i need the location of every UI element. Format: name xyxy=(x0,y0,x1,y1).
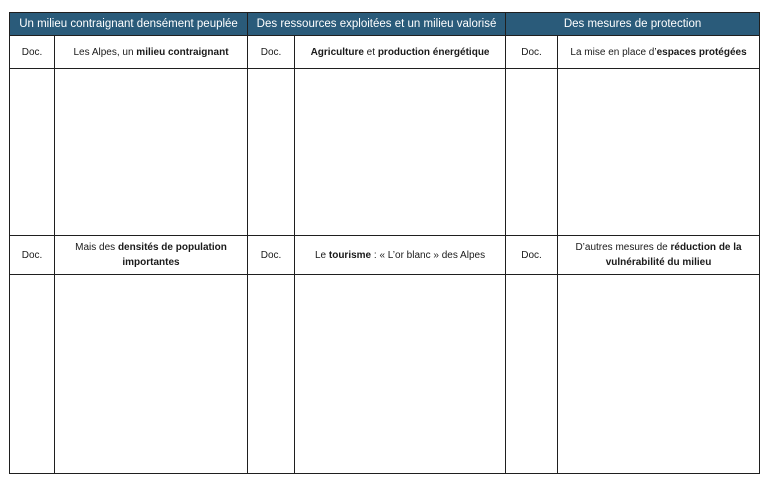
doc-cell: Doc. xyxy=(248,236,295,275)
doc-cell: Doc. xyxy=(10,36,55,69)
worksheet-table xyxy=(9,12,760,474)
title-text: D’autres mesures de xyxy=(575,242,671,253)
title-bold: milieu contraignant xyxy=(136,46,229,58)
title-text: Les Alpes, un xyxy=(73,46,137,58)
doc-answer-cell[interactable] xyxy=(10,69,55,236)
title-bold: production énergétique xyxy=(377,46,490,58)
answer-cell[interactable] xyxy=(558,275,760,474)
title-tourisme xyxy=(295,236,506,275)
header-protection: Des mesures de protection xyxy=(506,13,760,36)
title-bold: espaces protégées xyxy=(656,46,747,58)
answer-cell[interactable] xyxy=(558,69,760,236)
doc-answer-cell[interactable] xyxy=(506,275,558,474)
title-bold: densités de population importantes xyxy=(117,242,227,268)
title-row-2 xyxy=(10,236,760,275)
doc-answer-cell[interactable] xyxy=(248,275,295,474)
doc-answer-cell[interactable] xyxy=(10,275,55,474)
doc-cell: Doc. xyxy=(248,36,295,69)
title-text: Mais des xyxy=(75,242,118,253)
answer-cell[interactable] xyxy=(55,69,248,236)
title-alpes-milieu xyxy=(55,36,248,69)
title-densites xyxy=(55,236,248,275)
title-bold: réduction de la vulnérabilité du milieu xyxy=(605,242,742,268)
answer-cell[interactable] xyxy=(55,275,248,474)
title-text: La mise en place d’ xyxy=(570,46,657,58)
title-agriculture xyxy=(295,36,506,69)
title-text: et xyxy=(363,46,378,58)
title-row-1 xyxy=(10,36,760,69)
header-milieu-contraignant: Un milieu contraignant densément peuplée xyxy=(10,13,248,36)
title-espaces-proteges xyxy=(558,36,760,69)
title-text: Le xyxy=(314,249,329,261)
doc-cell: Doc. xyxy=(10,236,55,275)
title-text: : « L’or blanc » des Alpes xyxy=(371,249,486,261)
header-ressources: Des ressources exploitées et un milieu valorisé xyxy=(248,13,506,36)
answer-row-1 xyxy=(10,69,760,236)
title-bold: Agriculture xyxy=(310,46,364,58)
answer-cell[interactable] xyxy=(295,69,506,236)
title-reduction-vulnerabilite xyxy=(558,236,760,275)
answer-row-2 xyxy=(10,275,760,474)
doc-answer-cell[interactable] xyxy=(506,69,558,236)
header-row xyxy=(10,13,760,36)
title-bold: tourisme xyxy=(328,249,372,261)
doc-answer-cell[interactable] xyxy=(248,69,295,236)
doc-cell: Doc. xyxy=(506,36,558,69)
answer-cell[interactable] xyxy=(295,275,506,474)
doc-cell: Doc. xyxy=(506,236,558,275)
